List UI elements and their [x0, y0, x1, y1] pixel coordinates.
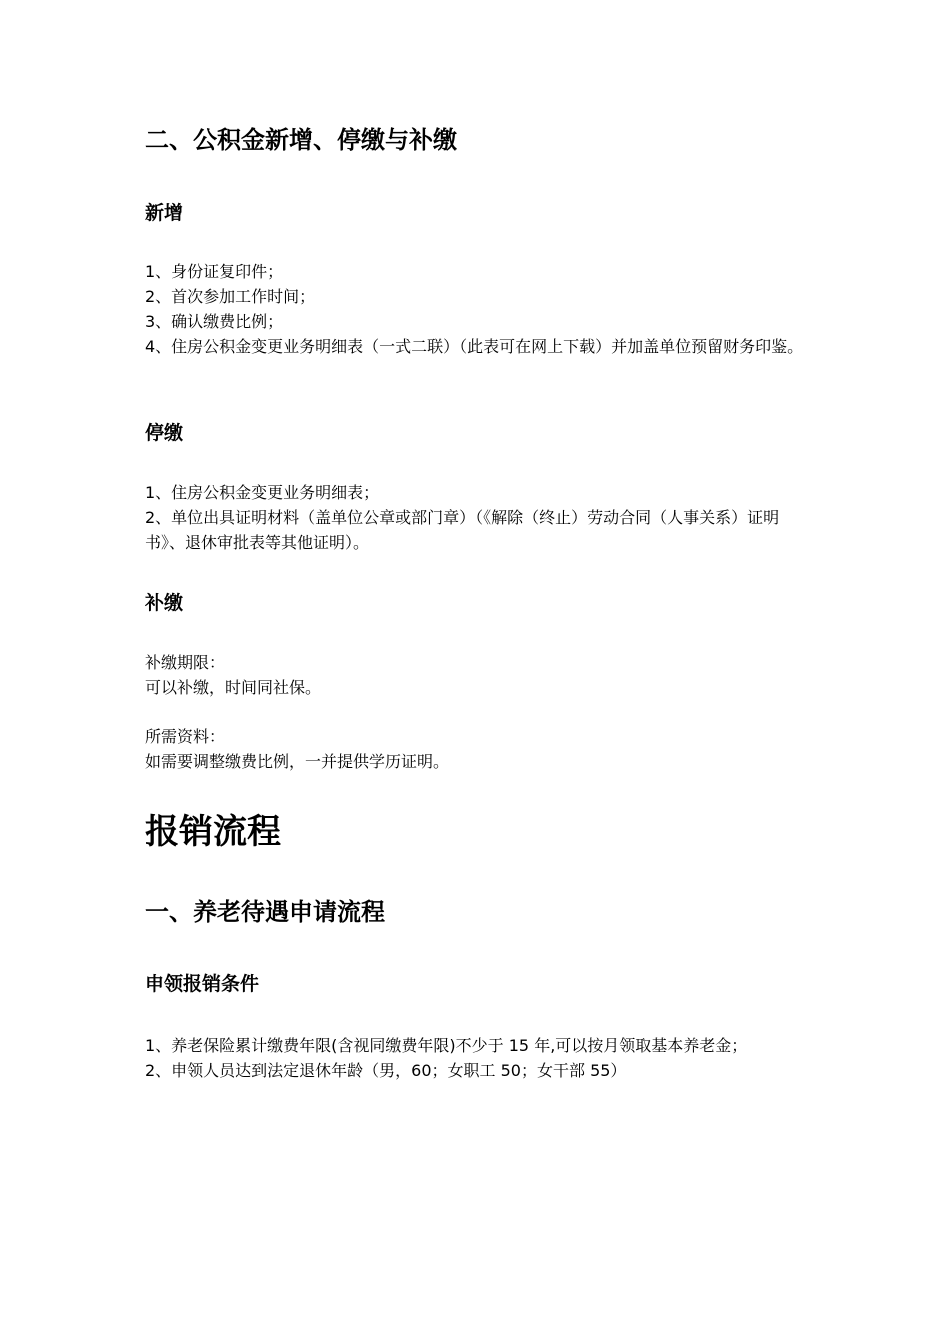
materials-text: 如需要调整缴费比例，一并提供学历证明。 — [145, 752, 450, 771]
list-item: 2、申领人员达到法定退休年龄（男，60；女职工 50；女干部 55） — [145, 1061, 627, 1080]
list-item: 4、住房公积金变更业务明细表（一式二联）（此表可在网上下载）并加盖单位预留财务印鉴。 — [145, 337, 804, 356]
section-title-fund: 二、公积金新增、停缴与补缴 — [145, 126, 457, 154]
list-item: 1、住房公积金变更业务明细表； — [145, 483, 380, 502]
heading-supplement: 补缴 — [145, 592, 184, 614]
add-list — [145, 259, 810, 359]
stop-list — [145, 480, 810, 555]
heading-stop: 停缴 — [145, 422, 184, 444]
section-title-pension: 一、养老待遇申请流程 — [145, 898, 385, 926]
heading-conditions: 申领报销条件 — [145, 973, 260, 995]
supplement-period — [145, 650, 810, 700]
chapter-title-reimburse: 报销流程 — [145, 812, 281, 852]
list-item: 1、养老保险累计缴费年限(含视同缴费年限)不少于 15 年,可以按月领取基本养老金； — [145, 1036, 748, 1055]
conditions-list — [145, 1033, 810, 1083]
period-label: 补缴期限： — [145, 653, 226, 672]
list-item: 3、确认缴费比例； — [145, 312, 284, 331]
list-item: 1、身份证复印件； — [145, 262, 284, 281]
list-item: 2、单位出具证明材料（盖单位公章或部门章）（《解除（终止）劳动合同（人事关系）证明书》、退休审批表等其他证明）。 — [145, 508, 780, 552]
materials-label: 所需资料： — [145, 727, 226, 746]
supplement-materials — [145, 724, 810, 774]
list-item: 2、首次参加工作时间； — [145, 287, 316, 306]
heading-add: 新增 — [145, 202, 184, 224]
period-text: 可以补缴，时间同社保。 — [145, 678, 322, 697]
